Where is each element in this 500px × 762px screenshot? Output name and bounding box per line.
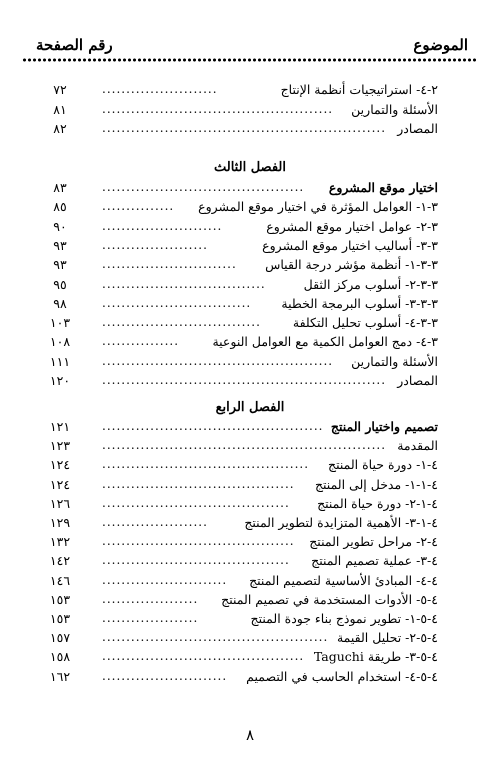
dot-leader: ...........................................: [102, 457, 310, 472]
toc-entry: [22, 354, 478, 374]
toc-entry: [22, 419, 478, 439]
toc-entry: [22, 438, 478, 458]
toc-entry: [22, 257, 478, 277]
toc-entry-title: ٤-٥-١- تطوير نموذج بناء جودة المنتج: [250, 611, 438, 626]
toc-entry-title: ٤-٥-٣- طريقة Taguchi: [313, 649, 438, 665]
toc-entry-title: المصادر: [397, 373, 438, 388]
toc-page-number: ٩٣: [53, 237, 67, 253]
toc-entry: [22, 277, 478, 297]
dot-leader: ......................: [102, 515, 208, 529]
dot-leader: ........................: [102, 82, 218, 96]
dot-leader: ..........................................: [102, 649, 305, 664]
toc-entry: [22, 630, 478, 650]
dotted-separator: [22, 58, 478, 62]
toc-entry: [22, 669, 478, 689]
toc-entry-title: ٤-١- دورة حياة المنتج: [328, 457, 438, 473]
dot-leader: ................................................: [102, 353, 334, 368]
toc-entry: [22, 180, 478, 200]
toc-entry-title: ٣-٣- أساليب اختيار موقع المشروع: [262, 237, 438, 253]
toc-page-number: ١٥٧: [49, 630, 71, 646]
toc-entry: [22, 534, 478, 554]
dot-leader: .........................: [102, 218, 223, 233]
toc-page-number: ٨١: [53, 101, 67, 117]
toc-page-number: ١٢٤: [49, 457, 71, 473]
toc-entry-title: ٤-٥-٢- تحليل القيمة: [336, 630, 438, 646]
toc-entry: [22, 592, 478, 612]
toc-page-number: ١٠٣: [49, 315, 71, 331]
dot-leader: ....................: [102, 611, 199, 625]
page-number-column-heading: رقم الصفحة: [36, 36, 113, 54]
toc-page-number: ١٢٤: [49, 476, 71, 492]
toc-page-number: ١٦٢: [49, 668, 71, 684]
toc-page-number: ١١١: [49, 353, 71, 369]
dot-leader: .......................................: [102, 495, 290, 510]
toc-entry-title: ٤-١-١- مدخل إلى المنتج: [314, 476, 438, 492]
dot-leader: ...............: [102, 199, 175, 214]
dot-leader: .................................: [102, 315, 261, 330]
toc-entry-title: الأسئلة والتمارين: [351, 353, 438, 369]
toc-page-number: ١٢٠: [49, 373, 71, 388]
dot-leader: ............................: [102, 257, 237, 272]
toc-page-number: ١٢٩: [49, 515, 71, 530]
toc-page-number: ٧٢: [53, 82, 67, 97]
chapter-3-heading: الفصل الثالث: [214, 160, 286, 175]
toc-entry-title: ٣-٣-٤- أسلوب تحليل التكلفة: [292, 315, 438, 331]
toc-page-number: ١٥٣: [49, 591, 71, 607]
toc-page-number: ١٤٦: [49, 572, 71, 588]
dot-leader: ........................................: [102, 476, 295, 491]
toc-entry: [22, 334, 478, 354]
toc-page-number: ١٠٨: [49, 334, 71, 350]
toc-page-number: ١٢٣: [49, 438, 71, 454]
toc-page-number: ١٥٣: [49, 611, 71, 626]
toc-entry-title: ٤-١-٢- دورة حياة المنتج: [317, 495, 438, 511]
toc-entry-title: ٢-٤- استراتيجيات أنظمة الإنتاج: [280, 82, 438, 97]
toc-entry: [22, 457, 478, 477]
toc-entry-title: ٣-٣-٢- أسلوب مركز الثقل: [303, 276, 438, 292]
dot-leader: .......................................: [102, 553, 290, 568]
toc-entry-title: المقدمة: [397, 438, 438, 454]
toc-entry: [22, 573, 478, 593]
toc-entry-title: ٤-٣- عملية تصميم المنتج: [311, 553, 438, 569]
dot-leader: ..........................: [102, 668, 228, 683]
dot-leader: ..........................: [102, 572, 228, 587]
dot-leader: ...............................................: [102, 630, 329, 645]
toc-header: [22, 36, 478, 58]
dot-leader: ........................................: [102, 534, 295, 549]
toc-entry-title: تصميم واختيار المنتج: [330, 419, 438, 434]
toc-entry-title: المصادر: [397, 121, 438, 136]
dot-leader: ................................................: [102, 101, 334, 116]
chapter-4-heading: الفصل الرابع: [215, 400, 285, 415]
toc-entry-title: ٤-٤- المبادئ الأساسية لتصميم المنتج: [249, 572, 438, 588]
toc-entry-title: ٣-٢- عوامل اختيار موقع المشروع: [266, 218, 438, 234]
toc-entry: [22, 496, 478, 516]
toc-entry: [22, 315, 478, 335]
dot-leader: ...........................................................: [102, 438, 387, 453]
toc-entry: [22, 199, 478, 219]
toc-page-number: ٩٠: [53, 218, 67, 234]
toc-entry: [22, 102, 478, 122]
toc-entry: [22, 238, 478, 258]
toc-entry: [22, 219, 478, 239]
dot-leader: ................: [102, 334, 180, 349]
toc-page-number: ٨٢: [53, 121, 67, 136]
dot-leader: ..............................................: [102, 419, 324, 433]
dot-leader: ...........................................................: [102, 373, 387, 387]
toc-page-number: ٩٥: [53, 276, 67, 292]
toc-entry: [22, 121, 478, 141]
dot-leader: ..................................: [102, 276, 266, 291]
toc-entry: [22, 515, 478, 535]
toc-page-number: ١٥٨: [49, 649, 71, 665]
toc-entry: [22, 553, 478, 573]
toc-page-number: ١٣٢: [49, 534, 71, 550]
topic-column-heading: الموضوع: [413, 36, 468, 54]
toc-entry: [22, 373, 478, 393]
toc-entry-title: ٤-٥-٤- استخدام الحاسب في التصميم: [246, 668, 438, 684]
toc-page-number: ٨٥: [53, 199, 67, 215]
dot-leader: ..........................................: [102, 180, 305, 194]
toc-entry-title: ٣-٣-١- أنظمة مؤشر درجة القياس: [265, 257, 438, 273]
toc-page-number: ١٢١: [49, 419, 71, 434]
toc-entry-title: ٤-١-٣- الأهمية المتزايدة لتطوير المنتج: [244, 515, 438, 530]
toc-entry-title: ٤-٢- مراحل تطوير المنتج: [309, 534, 438, 550]
toc-entry-title: اختيار موقع المشروع: [328, 180, 438, 195]
toc-entry: [22, 611, 478, 631]
toc-entry-title: الأسئلة والتمارين: [351, 101, 438, 117]
dot-leader: ...............................: [102, 295, 252, 310]
dot-leader: ......................: [102, 237, 208, 252]
toc-entry: [22, 477, 478, 497]
dot-leader: ...........................................................: [102, 121, 387, 135]
toc-entry-title: ٣-١- العوامل المؤثرة في اختيار موقع المشروع: [198, 199, 438, 215]
toc-entry: [22, 82, 478, 102]
toc-page-number: ١٢٦: [49, 495, 71, 511]
toc-entry-title: ٣-٤- دمج العوامل الكمية مع العوامل النوعية: [212, 334, 438, 350]
toc-page-number: ٩٨: [53, 295, 67, 311]
toc-entry-title: ٤-٥- الأدوات المستخدمة في تصميم المنتج: [221, 591, 438, 607]
page-number-footer: ٨: [245, 726, 255, 744]
toc-entry: [22, 296, 478, 316]
toc-page-number: ٩٣: [53, 257, 67, 273]
toc-page-number: ٨٣: [53, 180, 67, 195]
toc-entry-title: ٣-٣-٣- أسلوب البرمجة الخطية: [281, 295, 438, 311]
toc-page-number: ١٤٢: [49, 553, 71, 569]
toc-entry: [22, 649, 478, 669]
dot-leader: ....................: [102, 591, 199, 606]
